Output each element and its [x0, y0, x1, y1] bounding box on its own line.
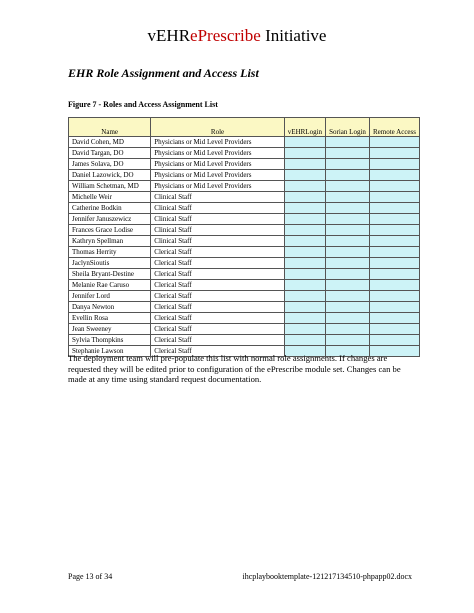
cell-remote-access	[370, 203, 420, 214]
cell-vehr-login	[284, 335, 325, 346]
cell-name: Jennifer Lord	[69, 291, 151, 302]
table-row	[69, 236, 420, 247]
cell-remote-access	[370, 313, 420, 324]
cell-remote-access	[370, 236, 420, 247]
cell-remote-access	[370, 192, 420, 203]
cell-sorian-login	[326, 291, 370, 302]
table-row	[69, 302, 420, 313]
cell-vehr-login	[284, 214, 325, 225]
footer-file-name: ihcplaybooktemplate-121217134510-phpapp02.docx	[242, 572, 412, 581]
cell-remote-access	[370, 181, 420, 192]
cell-name: Catherine Bodkin	[69, 203, 151, 214]
header-role: Role	[151, 118, 285, 137]
cell-sorian-login	[326, 203, 370, 214]
cell-role: Clerical Staff	[151, 269, 285, 280]
cell-sorian-login	[326, 192, 370, 203]
cell-remote-access	[370, 170, 420, 181]
cell-remote-access	[370, 269, 420, 280]
cell-sorian-login	[326, 159, 370, 170]
cell-sorian-login	[326, 148, 370, 159]
cell-vehr-login	[284, 236, 325, 247]
cell-remote-access	[370, 280, 420, 291]
header-sorian-login: Sorian Login	[326, 118, 370, 137]
header-name: Name	[69, 118, 151, 137]
cell-vehr-login	[284, 203, 325, 214]
cell-name: Jean Sweeney	[69, 324, 151, 335]
cell-sorian-login	[326, 181, 370, 192]
cell-vehr-login	[284, 148, 325, 159]
cell-name: JaclynSioutis	[69, 258, 151, 269]
cell-vehr-login	[284, 247, 325, 258]
cell-sorian-login	[326, 280, 370, 291]
cell-name: Danya Newton	[69, 302, 151, 313]
cell-vehr-login	[284, 302, 325, 313]
cell-role: Physicians or Mid Level Providers	[151, 170, 285, 181]
cell-role: Clinical Staff	[151, 236, 285, 247]
cell-vehr-login	[284, 192, 325, 203]
table-row	[69, 181, 420, 192]
table-row	[69, 258, 420, 269]
cell-vehr-login	[284, 313, 325, 324]
cell-role: Physicians or Mid Level Providers	[151, 137, 285, 148]
table-row	[69, 291, 420, 302]
table-row	[69, 247, 420, 258]
cell-role: Clerical Staff	[151, 258, 285, 269]
cell-name: Thomas Herrity	[69, 247, 151, 258]
cell-role: Clinical Staff	[151, 203, 285, 214]
table-row	[69, 313, 420, 324]
cell-vehr-login	[284, 181, 325, 192]
table-row	[69, 148, 420, 159]
cell-sorian-login	[326, 335, 370, 346]
page-number: Page 13 of 34	[68, 572, 113, 581]
cell-name: Frances Grace Lodise	[69, 225, 151, 236]
cell-role: Clerical Staff	[151, 324, 285, 335]
cell-name: David Cohen, MD	[69, 137, 151, 148]
cell-remote-access	[370, 324, 420, 335]
cell-name: Melanie Rae Caruso	[69, 280, 151, 291]
cell-remote-access	[370, 258, 420, 269]
cell-name: David Targan, DO	[69, 148, 151, 159]
cell-role: Clerical Staff	[151, 280, 285, 291]
cell-vehr-login	[284, 269, 325, 280]
cell-role: Clerical Staff	[151, 346, 285, 357]
cell-name: Daniel Lazowick, DO	[69, 170, 151, 181]
cell-role: Physicians or Mid Level Providers	[151, 181, 285, 192]
cell-role: Clerical Staff	[151, 313, 285, 324]
table-row	[69, 269, 420, 280]
cell-name: Sheila Bryant-Destine	[69, 269, 151, 280]
cell-role: Clinical Staff	[151, 214, 285, 225]
table-row	[69, 137, 420, 148]
cell-remote-access	[370, 247, 420, 258]
cell-vehr-login	[284, 324, 325, 335]
section-heading: EHR Role Assignment and Access List	[68, 66, 259, 80]
table-row	[69, 159, 420, 170]
cell-role: Clinical Staff	[151, 192, 285, 203]
document-title	[0, 26, 474, 46]
cell-vehr-login	[284, 291, 325, 302]
table-row	[69, 203, 420, 214]
title-suffix: Initiative	[260, 26, 327, 45]
cell-sorian-login	[326, 170, 370, 181]
cell-remote-access	[370, 148, 420, 159]
header-vehr-login: vEHRLogin	[284, 118, 325, 137]
figure-caption: Figure 7 - Roles and Access Assignment List	[68, 100, 218, 109]
cell-role: Clerical Staff	[151, 291, 285, 302]
cell-name: Kathryn Spellman	[69, 236, 151, 247]
cell-vehr-login	[284, 280, 325, 291]
table-row	[69, 280, 420, 291]
cell-sorian-login	[326, 247, 370, 258]
cell-role: Clinical Staff	[151, 225, 285, 236]
cell-vehr-login	[284, 258, 325, 269]
cell-sorian-login	[326, 137, 370, 148]
cell-vehr-login	[284, 159, 325, 170]
cell-role: Clerical Staff	[151, 247, 285, 258]
cell-role: Clerical Staff	[151, 335, 285, 346]
cell-remote-access	[370, 335, 420, 346]
body-paragraph: The deployment team will pre-populate this list with normal role assignments. If changes are requested they will be edited prior to configuration of the ePrescribe module set. Changes can be made at any time using standard request documentation.	[68, 353, 401, 385]
cell-remote-access	[370, 291, 420, 302]
cell-remote-access	[370, 225, 420, 236]
title-prefix: vEHR	[147, 26, 191, 45]
cell-sorian-login	[326, 324, 370, 335]
title-accent: ePrescribe	[190, 26, 261, 45]
table-body	[69, 137, 420, 357]
table-row	[69, 214, 420, 225]
table-row	[69, 335, 420, 346]
cell-role: Clerical Staff	[151, 302, 285, 313]
header-remote-access: Remote Access	[370, 118, 420, 137]
cell-remote-access	[370, 214, 420, 225]
cell-remote-access	[370, 137, 420, 148]
cell-role: Physicians or Mid Level Providers	[151, 159, 285, 170]
cell-sorian-login	[326, 214, 370, 225]
cell-role: Physicians or Mid Level Providers	[151, 148, 285, 159]
cell-name: William Schetman, MD	[69, 181, 151, 192]
cell-remote-access	[370, 302, 420, 313]
cell-remote-access	[370, 159, 420, 170]
table-row	[69, 170, 420, 181]
table-row	[69, 225, 420, 236]
cell-sorian-login	[326, 225, 370, 236]
table-row	[69, 192, 420, 203]
cell-name: Stephanie Lawson	[69, 346, 151, 357]
cell-vehr-login	[284, 137, 325, 148]
role-assignment-table	[68, 117, 420, 357]
table-header-row	[69, 118, 420, 137]
cell-sorian-login	[326, 258, 370, 269]
cell-sorian-login	[326, 269, 370, 280]
cell-name: Michelle Weir	[69, 192, 151, 203]
cell-name: Sylvia Thompkins	[69, 335, 151, 346]
cell-sorian-login	[326, 236, 370, 247]
cell-name: Jennifer Januszewicz	[69, 214, 151, 225]
cell-vehr-login	[284, 225, 325, 236]
cell-vehr-login	[284, 170, 325, 181]
cell-sorian-login	[326, 302, 370, 313]
cell-name: James Solava, DO	[69, 159, 151, 170]
cell-sorian-login	[326, 313, 370, 324]
table-row	[69, 324, 420, 335]
cell-name: Evellin Rosa	[69, 313, 151, 324]
